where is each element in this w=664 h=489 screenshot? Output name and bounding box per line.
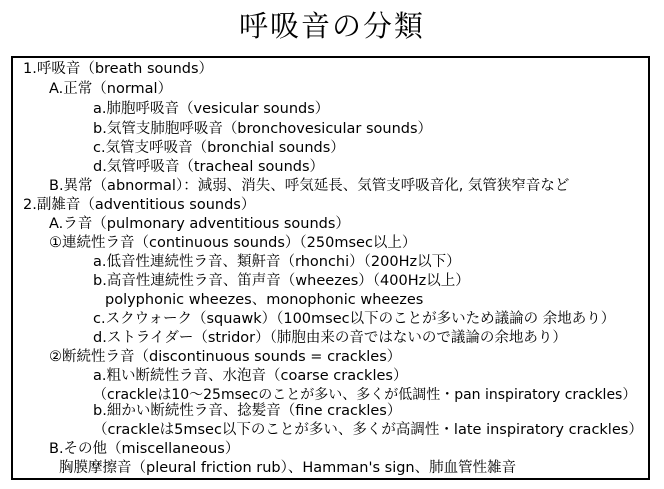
list-item: a.肺胞呼吸音（vesicular sounds） [93, 101, 330, 117]
list-item: 2.副雑音（adventitious sounds） [23, 197, 256, 213]
list-item: polyphonic wheezes、monophonic wheezes [105, 292, 424, 308]
list-item: ②断続性ラ音（discontinuous sounds = crackles） [49, 349, 402, 365]
list-item: a.低音性連続性ラ音、類鼾音（rhonchi）（200Hz以下） [93, 254, 461, 270]
list-item: 胸膜摩擦音（pleural friction rub）、Hamman's sign、肺血管性雑音 [59, 460, 517, 476]
list-item: b.高音性連続性ラ音、笛声音（wheezes）（400Hz以上） [93, 273, 470, 289]
list-item: B.その他（miscellaneous） [49, 441, 240, 457]
list-item: a.粗い断続性ラ音、水泡音（coarse crackles） [93, 368, 408, 384]
list-item: c.気管支呼吸音（bronchial sounds） [93, 140, 345, 156]
page-title: 呼吸音の分類 [238, 9, 425, 43]
list-item: b.細かい断続性ラ音、捻髪音（fine crackles） [93, 403, 402, 419]
list-item: c.スクウォーク（squawk）（100msec以下のことが多いため議論の 余地あり） [93, 311, 616, 327]
classification-list [13, 58, 648, 478]
list-item: B.異常（abnormal）：減弱、消失、呼気延長、気管支呼吸音化, 気管狭窄音など [49, 178, 570, 194]
list-item: b.気管支肺胞呼吸音（bronchovesicular sounds） [93, 121, 433, 137]
content-box [11, 56, 650, 480]
list-item: d.ストライダー（stridor）（肺胞由来の音ではないので議論の余地あり） [93, 330, 567, 346]
list-item: 1.呼吸音（breath sounds） [23, 61, 214, 77]
list-item: （crackleは10～25msecのことが多い、多くが低調性・pan inspiratory crackles） [93, 387, 637, 403]
list-item: A.正常（normal） [49, 81, 173, 97]
list-item: （crackleは5msec以下のことが多い、多くが高調性・late inspiratory crackles） [93, 422, 643, 438]
list-item: d.気管呼吸音（tracheal sounds） [93, 159, 325, 175]
list-item: ①連続性ラ音（continuous sounds）（250msec以上） [49, 235, 417, 251]
list-item: A.ラ音（pulmonary adventitious sounds） [49, 216, 350, 232]
